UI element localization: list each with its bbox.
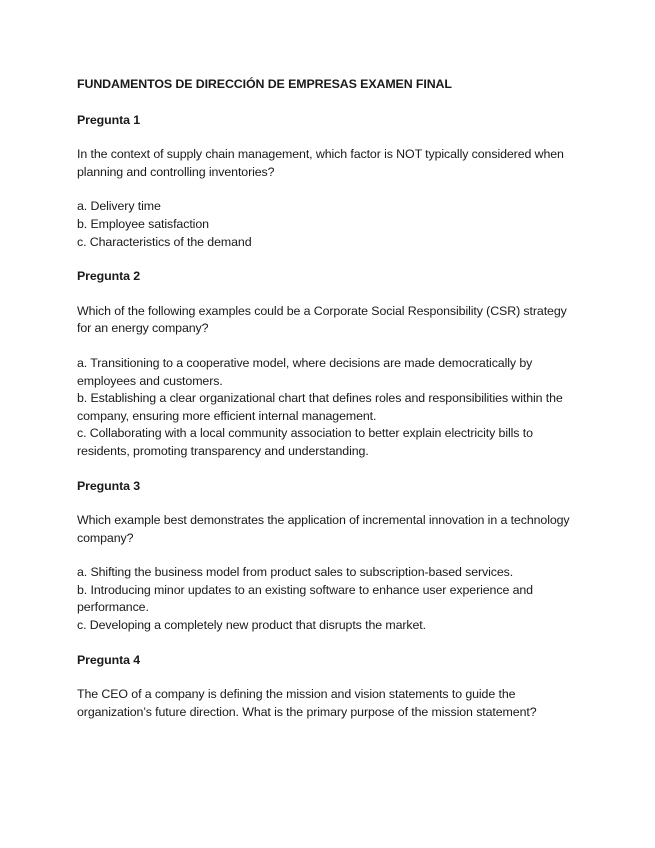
answer-option: a. Shifting the business model from product sales to subscription-based services.: [77, 565, 514, 580]
question-2: [77, 268, 577, 460]
answer-option: c. Collaborating with a local community association to better explain electricity bills to residents, promoting transparency and understanding.: [77, 426, 533, 458]
question-text: Which of the following examples could be a Corporate Social Responsibility (CSR) strategy for an energy company?: [77, 303, 567, 336]
question-1: [77, 112, 577, 252]
question-text: In the context of supply chain management, which factor is NOT typically considered when planning and controlling inventories?: [77, 147, 564, 179]
question-4: [77, 652, 577, 722]
answer-options: [77, 198, 577, 251]
question-heading: Pregunta 2: [77, 269, 141, 284]
answer-option: b. Introducing minor updates to an existing software to enhance user experience and performance.: [77, 582, 533, 615]
question-3: [77, 478, 577, 635]
question-heading: Pregunta 4: [77, 652, 141, 667]
document-title: FUNDAMENTOS DE DIRECCIÓN DE EMPRESAS EXAMEN FINAL: [77, 77, 452, 91]
answer-option: a. Delivery time: [77, 199, 161, 214]
answer-option: a. Transitioning to a cooperative model, where decisions are made democratically by employees and customers.: [77, 355, 533, 388]
question-text: Which example best demonstrates the application of incremental innovation in a technology company?: [77, 513, 570, 545]
answer-option: c. Characteristics of the demand: [77, 234, 252, 249]
answer-option: b. Employee satisfaction: [77, 216, 209, 231]
answer-option: b. Establishing a clear organizational chart that defines roles and responsibilities within the company, ensuring more efficient internal management.: [77, 391, 563, 423]
answer-options: [77, 355, 577, 461]
question-text: The CEO of a company is defining the mission and vision statements to guide the organization’s future direction. What is the primary purpose of the mission statement?: [77, 687, 537, 719]
answer-option: c. Developing a completely new product that disrupts the market.: [77, 618, 426, 633]
question-heading: Pregunta 3: [77, 478, 141, 493]
answer-options: [77, 564, 577, 634]
exam-page: [77, 76, 577, 738]
question-heading: Pregunta 1: [77, 112, 141, 127]
